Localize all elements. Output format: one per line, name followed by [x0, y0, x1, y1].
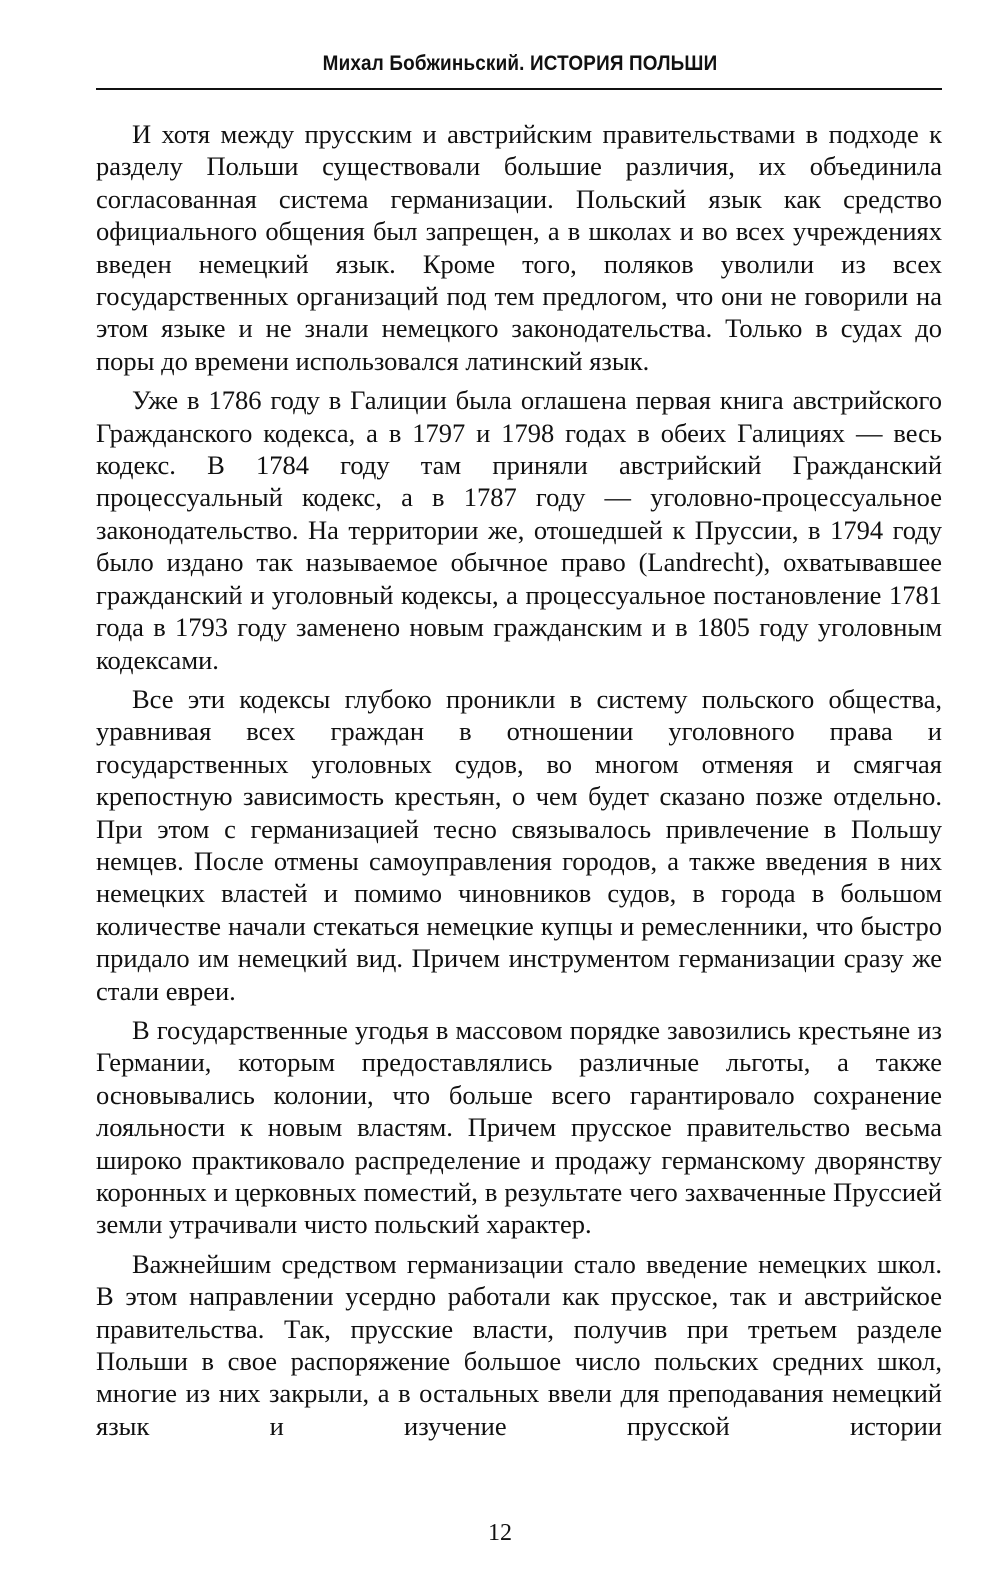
paragraph-5: Важнейшим средством германизации стало введение немецких школ. В этом направлении усердно работали как прусское, так и австрийское правительства. Так, прусские власти, получив при третьем разделе Польши в свое распоряжение большое число польских средних школ, многие из них закрыли, а в остальных ввели для преподавания немецкий язык и изучение прусской истории [96, 1248, 942, 1441]
paragraph-3: Все эти кодексы глубоко проникли в систему польского общества, уравнивая всех граждан в отношении уголовного права и государственных уголовных судов, во многом отменяя и смягчая крепостную зависимость крестьян, о чем будет сказано позже отдельно. При этом с германизацией тесно связывалось привлечение в Польшу немцев. После отмены самоуправления городов, а также введения в них немецких властей и помимо чиновников судов, в города в большом количестве начали стекаться немецкие купцы и ремесленники, что быстро придало им немецкий вид. Причем инструментом германизации сразу же стали евреи. [96, 683, 942, 1006]
paragraph-4: В государственные угодья в массовом порядке завозились крестьяне из Германии, которым предоставлялись различные льготы, а также основывались колонии, что больше всего гарантировало сохранение лояльности к новым властям. Причем прусское правительство весьма широко практиковало распределение и продажу германскому дворянству коронных и церковных поместий, в результате чего захваченные Пруссией земли утрачивали чисто польский характер. [96, 1014, 942, 1240]
page-number: 12 [488, 1520, 512, 1546]
running-header: Михал Бобжиньский. ИСТОРИЯ ПОЛЬШИ [322, 52, 718, 75]
paragraph-2: Уже в 1786 году в Галиции была оглашена первая книга австрийского Гражданского кодекса, а в 1797 и 1798 годах в обеих Галициях — весь кодекс. В 1784 году там приняли австрийский Гражданский процессуальный кодекс, а в 1787 году — уголовно-процессуальное законодательство. На территории же, отошедшей к Пруссии, в 1794 году было издано так называемое обычное право (Landrecht), охватывавшее гражданский и уголовный кодексы, а процессуальное постановление 1781 года в 1793 году заменено новым гражданским и в 1805 году уголовным кодексами. [96, 385, 942, 675]
body-text [96, 118, 942, 1442]
paragraph-1: И хотя между прусским и австрийским правительствами в подходе к разделу Польши существовали большие различия, их объединила согласованная система германизации. Польский язык как средство официального общения был запрещен, а в школах и во всех учреждениях введен немецкий язык. Кроме того, поляков уволили из всех государственных организаций под тем предлогом, что они не говорили на этом языке и не знали немецкого законодательства. Только в судах до поры до времени использовался латинский язык. [96, 119, 942, 376]
header-rule [96, 88, 942, 90]
